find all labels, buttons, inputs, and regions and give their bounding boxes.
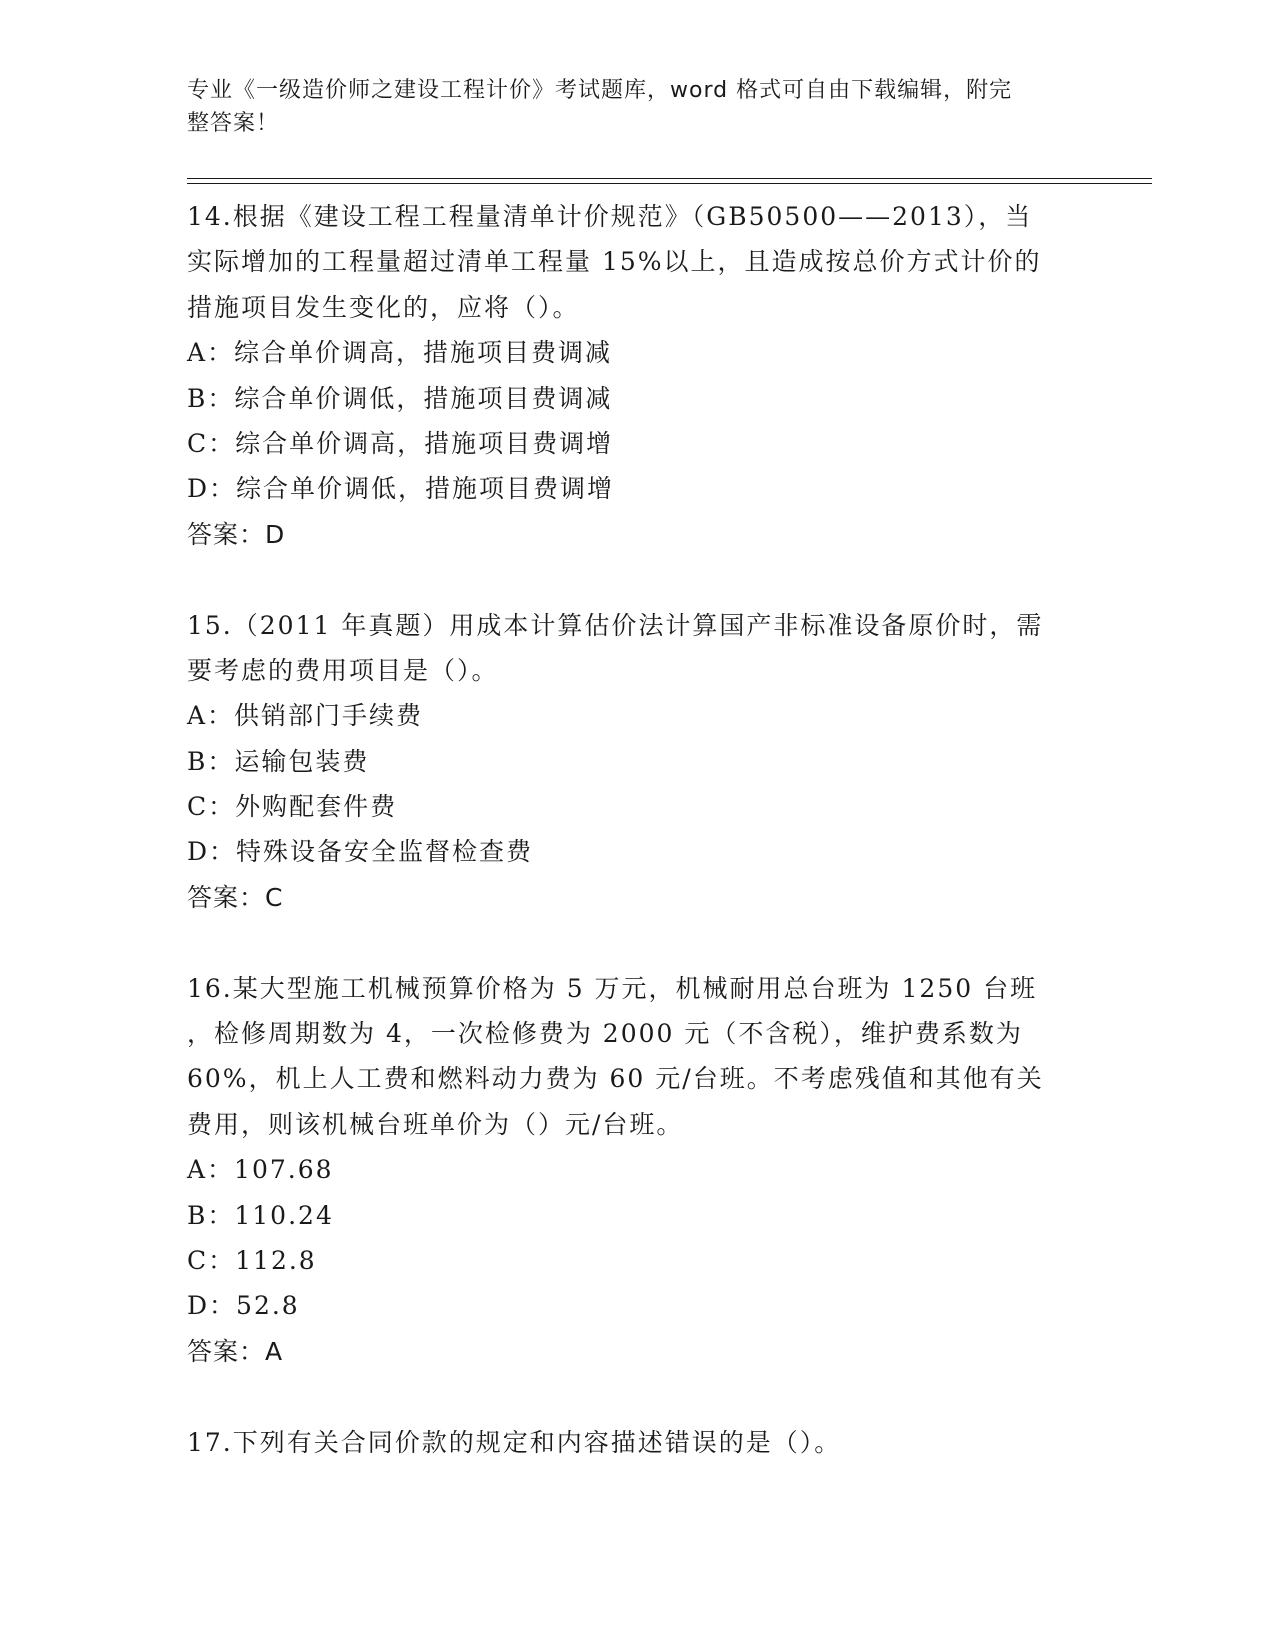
question-14	[187, 194, 1087, 557]
spacer	[187, 1374, 1087, 1419]
question-list	[187, 194, 1087, 1465]
question-stem-line: ，检修周期数为 4，一次检修费为 2000 元（不含税），维护费系数为	[187, 1019, 1023, 1049]
option-b: B：运输包装费	[187, 746, 370, 776]
question-17	[187, 1420, 1087, 1465]
question-stem-line: 17.下列有关合同价款的规定和内容描述错误的是（）。	[187, 1427, 842, 1457]
option-c: C：综合单价调高，措施项目费调增	[187, 428, 614, 458]
option-a: A：107.68	[187, 1155, 334, 1185]
header-divider-top	[187, 178, 1152, 179]
question-stem-line: 实际增加的工程量超过清单工程量 15%以上，且造成按总价方式计价的	[187, 247, 1042, 277]
answer-line: 答案：A	[187, 1336, 284, 1366]
header-line-1: 专业《一级造价师之建设工程计价》考试题库，word 格式可自由下载编辑，附完	[187, 78, 1013, 103]
question-15	[187, 603, 1087, 921]
option-c: C：112.8	[187, 1245, 317, 1275]
header-divider-bottom	[187, 183, 1152, 184]
option-d: D：特殊设备安全监督检查费	[187, 837, 534, 867]
document-header	[187, 74, 1077, 140]
question-stem-line: 费用，则该机械台班单价为（）元/台班。	[187, 1109, 684, 1139]
answer-line: 答案：C	[187, 882, 284, 912]
option-a: A：综合单价调高，措施项目费调减	[187, 338, 613, 368]
option-d: D：综合单价调低，措施项目费调增	[187, 474, 615, 504]
option-b: B：综合单价调低，措施项目费调减	[187, 383, 613, 413]
header-line-2: 整答案！	[187, 111, 280, 136]
question-stem-line: 16.某大型施工机械预算价格为 5 万元，机械耐用总台班为 1250 台班	[187, 973, 1038, 1003]
option-a: A：供销部门手续费	[187, 701, 424, 731]
spacer	[187, 920, 1087, 965]
question-stem-line: 要考虑的费用项目是（）。	[187, 655, 499, 685]
question-stem-line: 14.根据《建设工程工程量清单计价规范》（GB50500——2013），当	[187, 202, 1033, 231]
question-stem-line: 60%，机上人工费和燃料动力费为 60 元/台班。不考虑残值和其他有关	[187, 1064, 1044, 1094]
question-16	[187, 966, 1087, 1375]
question-stem-line: 措施项目发生变化的，应将（）。	[187, 292, 580, 322]
option-c: C：外购配套件费	[187, 792, 398, 822]
option-b: B：110.24	[187, 1200, 334, 1230]
spacer	[187, 557, 1087, 602]
question-stem-line: 15.（2011 年真题）用成本计算估价法计算国产非标准设备原价时，需	[187, 610, 1044, 640]
option-d: D：52.8	[187, 1291, 300, 1321]
answer-line: 答案：D	[187, 519, 286, 549]
